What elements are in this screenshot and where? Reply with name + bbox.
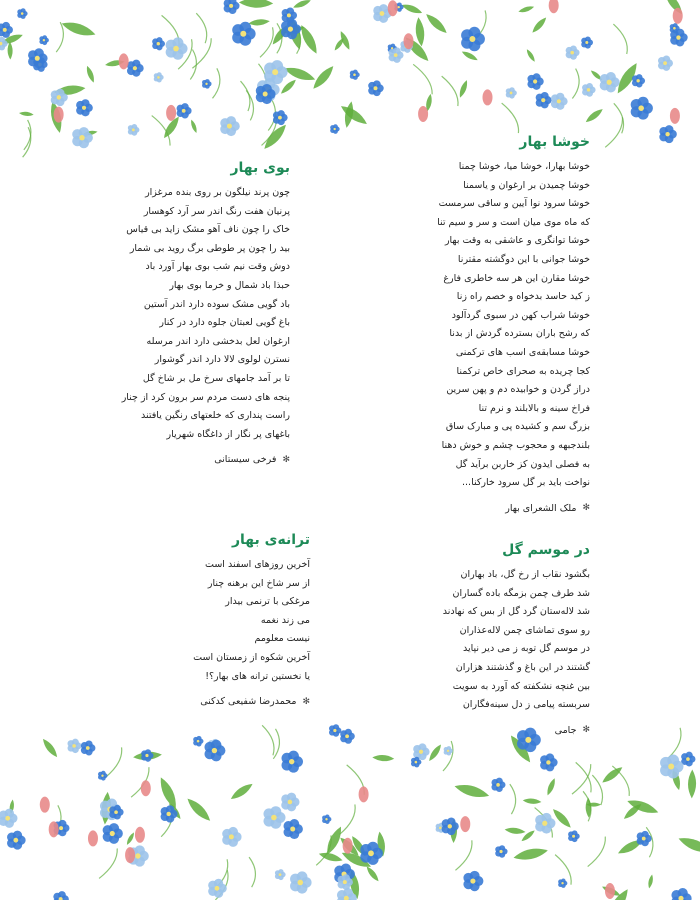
pink-bud-icon	[343, 838, 353, 854]
forget-me-not-flower-icon	[558, 879, 567, 888]
poem-line: به فصلی ایدون کز خاربن برآید گل	[455, 458, 590, 470]
poem-line: بگشود نقاب از رخ گل، باد بهاران	[460, 569, 590, 580]
poem-title: ترانه‌ی بهار	[231, 532, 310, 548]
forget-me-not-flower-icon	[535, 813, 555, 834]
poem-line: از سر شاخ این برهنه چنار	[207, 577, 310, 589]
flower-bullet-icon: ✻	[282, 454, 290, 465]
flower-bullet-icon: ✻	[582, 725, 590, 736]
forget-me-not-flower-icon	[39, 35, 49, 45]
forget-me-not-flower-icon	[98, 771, 108, 781]
poem-line: ز کید حاسد بدخواه و خصم راه زنا	[456, 291, 590, 303]
poem-line: که ماه موی میان است و سر و سیم تنا	[437, 216, 590, 228]
forget-me-not-flower-icon	[582, 83, 596, 97]
poem-line: دراز گردن و خوابیده دم و پهن سرین	[446, 384, 590, 396]
forget-me-not-flower-icon	[103, 823, 123, 844]
forget-me-not-flower-icon	[154, 72, 164, 82]
forget-me-not-flower-icon	[166, 37, 188, 59]
poem-line: باد گویی مشک سوده دارد اندر آستین	[143, 298, 290, 310]
poem-line: تا بر آمد جامهای سرخ مل بر شاخ گل	[142, 372, 290, 384]
forget-me-not-flower-icon	[322, 815, 331, 824]
forget-me-not-flower-icon	[127, 60, 144, 77]
forget-me-not-flower-icon	[152, 37, 165, 50]
poem-line: خاک را چون ناف آهو مشک زاید بی قیاس	[126, 224, 290, 236]
pink-bud-icon	[141, 780, 151, 796]
leaf-icon	[677, 834, 700, 857]
forget-me-not-flower-icon	[109, 805, 123, 820]
author-name: محمدرضا شفیعی کدکنی	[200, 696, 297, 708]
forget-me-not-flower-icon	[340, 729, 355, 744]
poem-khosha-bahar	[420, 134, 590, 514]
forget-me-not-flower-icon	[463, 871, 483, 891]
forget-me-not-flower-icon	[53, 891, 68, 900]
forget-me-not-flower-icon	[220, 116, 240, 136]
poem-line: مرغکی با ترنمی بیدار	[225, 596, 310, 608]
forget-me-not-flower-icon	[566, 46, 580, 60]
forget-me-not-flower-icon	[581, 36, 593, 48]
poem-line: دوش وقت نیم شب بوی بهار آورد باد	[145, 261, 290, 273]
leaf-icon	[156, 775, 180, 810]
poem-line: شد لاله‌ستان گرد گل از بس که نهادند	[442, 606, 590, 618]
poem-line: خوشا سرود نوا آیین و ساقی سرمست	[438, 198, 590, 210]
pink-bud-icon	[40, 797, 50, 813]
forget-me-not-flower-icon	[368, 80, 384, 96]
forget-me-not-flower-icon	[208, 879, 227, 898]
poem-line: کجا چریده به صحرای خاص ترکمنا	[456, 365, 590, 377]
forget-me-not-flower-icon	[527, 73, 543, 90]
forget-me-not-flower-icon	[330, 124, 340, 134]
forget-me-not-flower-icon	[444, 746, 453, 755]
poem-line: بید را چون پر طوطی برگ روید بی شمار	[129, 242, 290, 254]
forget-me-not-flower-icon	[290, 871, 312, 893]
poem-line: می زند نغمه	[260, 614, 310, 626]
flower-bullet-icon: ✻	[302, 696, 310, 707]
poem-line: بلندجبهه و محجوب چشم و خوش دهنا	[441, 439, 590, 451]
leaf-icon	[365, 865, 381, 883]
poem-boye-bahar	[121, 160, 290, 466]
leaf-icon	[504, 827, 526, 835]
pink-bud-icon	[418, 106, 428, 122]
poem-title: در موسم گل	[502, 542, 590, 558]
poem-line: باغ گویی لعبتان جلوه دارد در کنار	[159, 317, 290, 329]
pink-bud-icon	[49, 821, 59, 837]
leaf-icon	[292, 0, 312, 10]
pink-bud-icon	[605, 883, 615, 899]
forget-me-not-flower-icon	[329, 724, 341, 737]
forget-me-not-flower-icon	[681, 752, 695, 767]
poem-line: پنجه های دست مردم سر برون کرد از چنار	[121, 391, 290, 403]
leaf-icon	[19, 111, 34, 117]
forget-me-not-flower-icon	[495, 845, 507, 858]
pink-bud-icon	[404, 33, 414, 49]
forget-me-not-flower-icon	[273, 110, 288, 125]
forget-me-not-flower-icon	[491, 778, 505, 792]
forget-me-not-flower-icon	[275, 869, 286, 880]
forget-me-not-flower-icon	[568, 830, 580, 842]
pink-bud-icon	[670, 108, 680, 124]
leaf-icon	[248, 18, 270, 26]
pink-bud-icon	[673, 8, 683, 24]
forget-me-not-flower-icon	[671, 888, 691, 900]
poem-taraneye-bahar	[160, 532, 310, 707]
leaf-icon	[688, 769, 697, 798]
forget-me-not-flower-icon	[68, 739, 82, 753]
forget-me-not-flower-icon	[72, 127, 93, 148]
poem-line: فراخ سینه و بالابلند و نرم تنا	[478, 402, 590, 414]
poem-line: آخرین روزهای اسفند است	[205, 559, 310, 570]
forget-me-not-flower-icon	[81, 740, 96, 755]
forget-me-not-flower-icon	[660, 755, 683, 779]
forget-me-not-flower-icon	[128, 124, 140, 136]
forget-me-not-flower-icon	[551, 93, 568, 110]
leaf-icon	[458, 79, 470, 98]
forget-me-not-flower-icon	[0, 22, 13, 38]
leaf-icon	[461, 49, 479, 62]
poem-line: یا نخستین ترانه های بهار؟!	[205, 670, 310, 682]
poem-line: بزرگ سم و کشیده پی و مبارک ساق	[445, 421, 590, 433]
poem-line: باغهای پر نگار از داغگاه شهریار	[166, 428, 290, 440]
forget-me-not-flower-icon	[0, 809, 17, 828]
leaf-icon	[7, 42, 12, 60]
leaf-icon	[518, 5, 535, 14]
poem-line: گشتند در این باغ و گذشتند هزاران	[455, 661, 590, 673]
poem-line: در موسم گل توبه ز می دیر نپاید	[463, 643, 590, 655]
poem-author	[160, 696, 310, 707]
forget-me-not-flower-icon	[632, 74, 645, 87]
pink-bud-icon	[549, 0, 559, 13]
forget-me-not-flower-icon	[282, 751, 304, 773]
pink-bud-icon	[125, 847, 135, 863]
forget-me-not-flower-icon	[232, 22, 255, 46]
poem-line: خوشا شراب کهن در سبوی گردآلود	[451, 309, 590, 321]
leaf-icon	[647, 874, 654, 889]
leaf-icon	[372, 754, 394, 761]
poem-line: خوشا بهارا، خوشا میا، خوشا چمنا	[458, 161, 590, 172]
poem-line: رو سوی تماشای چمن لاله‌عذاران	[459, 624, 590, 636]
poem-line: ارغوان لعل بدخشی دارد اندر مرسله	[146, 335, 290, 347]
forget-me-not-flower-icon	[17, 8, 27, 19]
forget-me-not-flower-icon	[263, 806, 285, 829]
leaf-icon	[318, 850, 344, 863]
leaf-icon	[239, 0, 274, 8]
poem-author	[420, 725, 590, 736]
forget-me-not-flower-icon	[350, 70, 360, 80]
leaf-icon	[453, 781, 490, 800]
pink-bud-icon	[359, 786, 369, 802]
leaf-icon	[338, 103, 369, 128]
leaf-icon	[283, 64, 317, 84]
author-name: ملک الشعرای بهار	[505, 502, 577, 514]
pink-bud-icon	[54, 107, 64, 123]
poem-lines	[420, 566, 590, 715]
leaf-icon	[184, 795, 213, 824]
poem-lines	[160, 556, 310, 686]
poem-line: خوشا جوانی با این دوگشته مقترنا	[457, 253, 590, 265]
poem-line: بین غنچه نشکفته که آورد به سویت	[452, 680, 590, 692]
poem-dar-mosem-gol	[420, 542, 590, 736]
poem-line: شد طرف چمن بزمگه باده گساران	[452, 587, 590, 599]
leaf-icon	[310, 63, 336, 91]
forget-me-not-flower-icon	[659, 125, 677, 143]
poem-line: راست پنداری که خلعتهای رنگین یافتند	[141, 410, 290, 422]
leaf-icon	[545, 777, 557, 796]
poem-line: نواخت باید بر گل سرود خارکنا...	[462, 477, 590, 489]
poem-line: خوشا مقارن این هر سه خاطری فارغ	[443, 272, 590, 284]
poem-line: حبذا باد شمال و خرما بوی بهار	[169, 279, 290, 291]
forget-me-not-flower-icon	[540, 753, 558, 771]
forget-me-not-flower-icon	[7, 831, 26, 850]
forget-me-not-flower-icon	[222, 827, 241, 847]
poem-lines	[420, 158, 590, 493]
poem-title: بوی بهار	[230, 160, 290, 176]
leaf-icon	[513, 846, 549, 863]
pink-bud-icon	[119, 53, 129, 69]
leaf-icon	[189, 119, 198, 134]
author-name: فرخی سیستانی	[214, 454, 277, 466]
leaf-icon	[125, 831, 136, 845]
poem-lines	[121, 184, 290, 444]
pink-bud-icon	[166, 105, 176, 121]
pink-bud-icon	[483, 89, 493, 105]
leaf-icon	[229, 781, 255, 802]
forget-me-not-flower-icon	[631, 97, 653, 120]
leaf-icon	[523, 798, 542, 805]
leaf-icon	[60, 19, 97, 40]
poem-line: سربسته پیامی ز دل سینه‌فگاران	[462, 699, 590, 711]
poem-line: خوشا چمیدن بر ارغوان و یاسمنا	[463, 179, 590, 191]
pink-bud-icon	[388, 0, 398, 16]
forget-me-not-flower-icon	[506, 87, 517, 98]
leaf-icon	[530, 16, 548, 35]
poem-line: پرنیان هفت رنگ اندر سر آرد کوهسار	[143, 205, 290, 217]
poem-line: چون پرند نیلگون بر روی بنده مرغزار	[145, 187, 290, 198]
poem-author	[130, 454, 290, 465]
forget-me-not-flower-icon	[281, 793, 299, 812]
forget-me-not-flower-icon	[76, 99, 93, 116]
leaf-icon	[40, 737, 59, 759]
leaf-icon	[401, 2, 424, 16]
forget-me-not-flower-icon	[205, 740, 226, 762]
poem-author	[420, 503, 590, 514]
forget-me-not-flower-icon	[202, 79, 212, 89]
forget-me-not-flower-icon	[264, 60, 288, 84]
poem-line: خوشا توانگری و عاشقی به وقت بهار	[444, 235, 590, 247]
leaf-icon	[85, 65, 96, 84]
forget-me-not-flower-icon	[284, 819, 303, 839]
forget-me-not-flower-icon	[536, 92, 552, 108]
forget-me-not-flower-icon	[177, 103, 192, 118]
leaf-icon	[424, 11, 450, 36]
forget-me-not-flower-icon	[224, 0, 240, 14]
floral-border-top	[0, 0, 700, 170]
author-name: جامی	[554, 724, 577, 736]
leaf-icon	[584, 107, 605, 125]
leaf-icon	[525, 48, 536, 63]
poem-line: نسترن لولوی لالا دارد اندر گوشوار	[154, 354, 290, 366]
poem-line: که رشح باران بسترده گردش از بدنا	[449, 328, 590, 340]
pink-bud-icon	[88, 830, 98, 846]
poem-line: خوشا مسابقه‌ی اسب های ترکمنی	[455, 346, 590, 358]
floral-border-bottom	[0, 700, 700, 900]
pink-bud-icon	[135, 827, 145, 843]
forget-me-not-flower-icon	[461, 27, 485, 51]
forget-me-not-flower-icon	[193, 736, 203, 747]
poem-line: نیست معلومم	[254, 633, 310, 645]
pink-bud-icon	[460, 816, 470, 832]
flower-bullet-icon: ✻	[582, 503, 590, 514]
poem-title: خوشا بهار	[519, 134, 590, 150]
forget-me-not-flower-icon	[141, 749, 153, 762]
forget-me-not-flower-icon	[600, 72, 620, 92]
poem-line: آخرین شکوه از زمستان است	[193, 651, 310, 663]
forget-me-not-flower-icon	[658, 55, 673, 70]
